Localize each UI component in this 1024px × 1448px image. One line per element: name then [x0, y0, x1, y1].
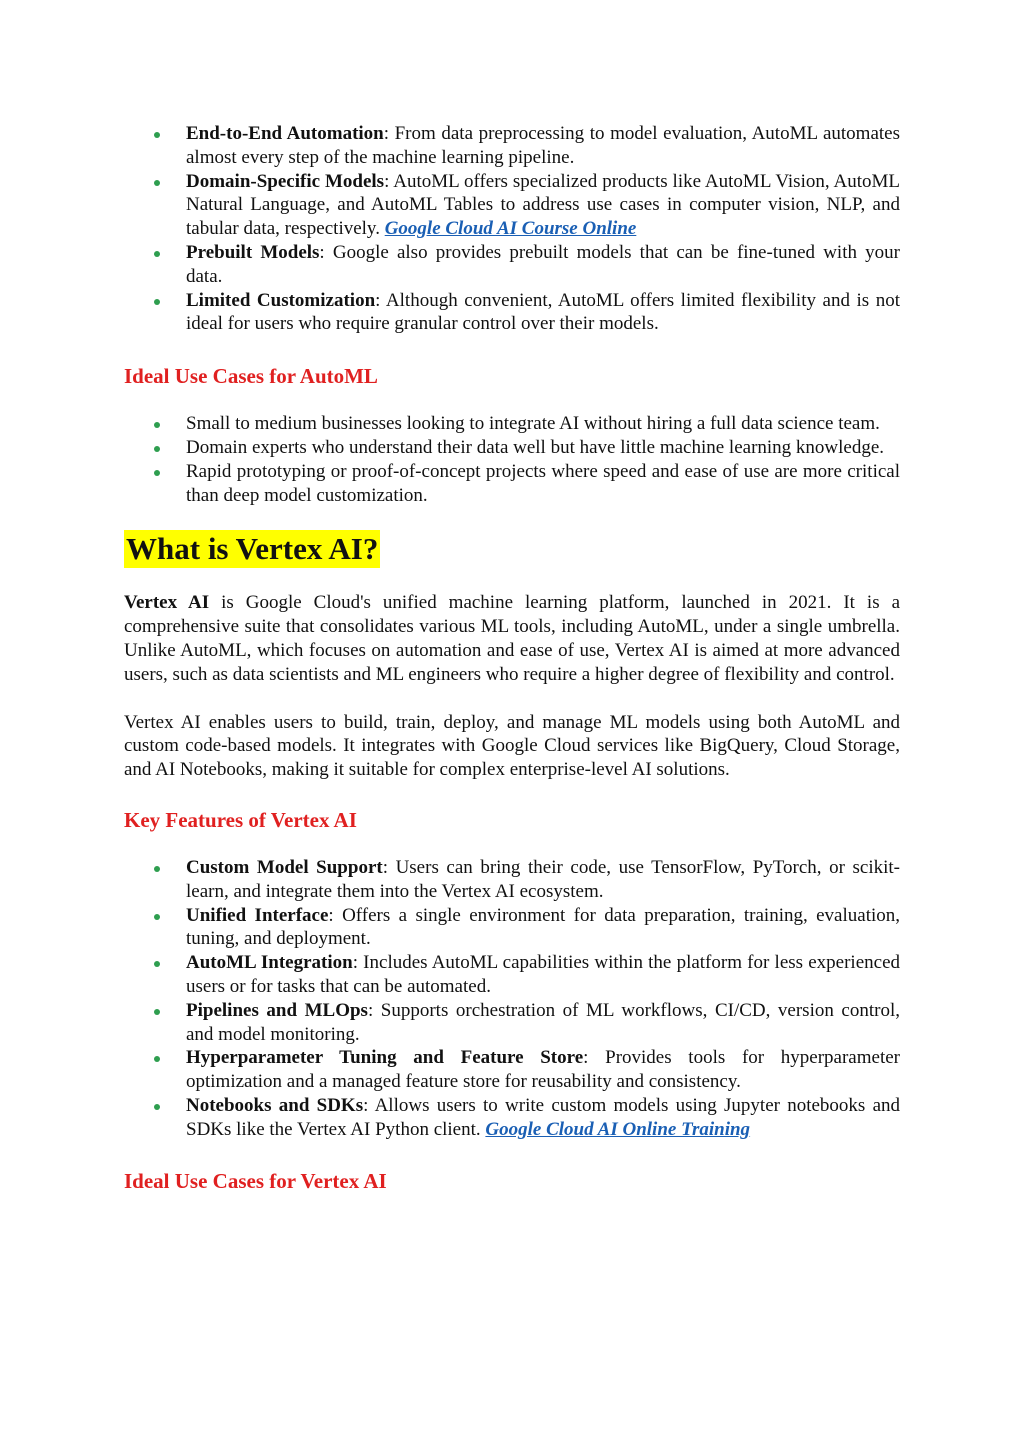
bullet-icon: [154, 1056, 160, 1062]
list-item: [124, 170, 900, 241]
automl-features-list: [124, 122, 900, 336]
item-text: : Includes AutoML capabilities within the platform for less experienced users or for tasks that can be automated.: [186, 952, 901, 997]
item-text: : Provides tools for hyperparameter optimization and a managed feature store for reusability and consistency.: [186, 1047, 900, 1093]
term: Domain-Specific Models: [186, 170, 385, 192]
bullet-icon: [154, 866, 160, 872]
list-item: [124, 122, 900, 170]
list-item: [124, 289, 900, 337]
bullet-icon: [154, 422, 160, 428]
term: End-to-End Automation: [186, 123, 384, 144]
section-heading-automl-use-cases: Ideal Use Cases for AutoML: [124, 364, 378, 389]
item-text: : Although convenient, AutoML offers limited flexibility and is not ideal for users who require granular control over their models.: [186, 289, 900, 335]
list-item: [124, 241, 900, 289]
bullet-icon: [154, 914, 160, 920]
term: AutoML Integration: [186, 952, 353, 974]
list-item: [124, 1094, 900, 1142]
bullet-icon: [154, 180, 160, 186]
item-text: : Allows users to write custom models using Jupyter notebooks and SDKs like the Vertex AI Python client.: [186, 1094, 901, 1140]
term: Custom Model Support: [186, 856, 383, 878]
document-content: [124, 122, 900, 1195]
list-item: [124, 999, 900, 1047]
term: Vertex AI: [124, 592, 210, 614]
term: Pipelines and MLOps: [186, 999, 368, 1021]
bullet-icon: [154, 299, 160, 305]
online-training-link[interactable]: Google Cloud AI Online Training: [485, 1118, 751, 1140]
bullet-icon: [154, 251, 160, 257]
section-title-vertex-ai: What is Vertex AI?: [126, 531, 379, 567]
term: Prebuilt Models: [186, 241, 320, 263]
bullet-icon: [154, 961, 160, 967]
term: Notebooks and SDKs: [186, 1094, 364, 1116]
bullet-icon: [154, 1009, 160, 1015]
list-item: [124, 1046, 900, 1094]
item-text: Rapid prototyping or proof-of-concept projects where speed and ease of use are more critical than deep model customization.: [186, 460, 900, 506]
list-item: [124, 904, 900, 952]
bullet-icon: [154, 446, 160, 452]
bullet-icon: [154, 132, 160, 138]
item-text: : AutoML offers specialized products like AutoML Vision, AutoML Natural Language, and AutoML Tables to address use cases in computer vision, NLP, and tabular data, respectively.: [186, 170, 900, 240]
course-online-link[interactable]: Google Cloud AI Course Online: [384, 218, 637, 240]
term: Hyperparameter Tuning and Feature Store: [186, 1047, 584, 1069]
list-item: [124, 460, 900, 508]
section-heading-key-features: Key Features of Vertex AI: [124, 807, 357, 832]
vertex-intro-paragraph: [124, 591, 900, 686]
item-text: Domain experts who understand their data well but have little machine learning knowledge.: [186, 436, 885, 458]
vertex-capabilities-paragraph: Vertex AI enables users to build, train, deploy, and manage ML models using both AutoML and custom code-based models. It integrates with Google Cloud services like BigQuery, Cloud Storage, and AI Notebooks, making it suitable for complex enterprise-level AI solutions.: [124, 711, 900, 781]
item-text: : Google also provides prebuilt models that can be fine-tuned with your data.: [186, 241, 900, 287]
list-item: [124, 412, 900, 436]
title-wrapper: [124, 530, 900, 568]
automl-use-cases-list: [124, 412, 900, 507]
list-item: [124, 856, 900, 904]
term: Unified Interface: [186, 904, 329, 926]
bullet-icon: [154, 1104, 160, 1110]
bullet-icon: [154, 470, 160, 476]
term: Limited Customization: [186, 289, 376, 311]
vertex-features-list: [124, 856, 900, 1142]
section-heading-vertex-use-cases: Ideal Use Cases for Vertex AI: [124, 1168, 387, 1193]
item-text: : Supports orchestration of ML workflows, CI/CD, version control, and model monitoring.: [186, 999, 900, 1045]
item-text: : Users can bring their code, use TensorFlow, PyTorch, or scikit-learn, and integrate them into the Vertex AI ecosystem.: [186, 856, 900, 902]
item-text: Small to medium businesses looking to integrate AI without hiring a full data science team.: [186, 413, 880, 435]
item-text: : Offers a single environment for data preparation, training, evaluation, tuning, and deployment.: [186, 904, 901, 950]
item-text: : From data preprocessing to model evaluation, AutoML automates almost every step of the machine learning pipeline.: [186, 123, 900, 168]
list-item: [124, 436, 900, 460]
list-item: [124, 951, 900, 999]
paragraph-text: is Google Cloud's unified machine learning platform, launched in 2021. It is a comprehensive suite that consolidates various ML tools, including AutoML, under a single umbrella. Unlike AutoML, which focuses on automation and ease of use, Vertex AI is aimed at more advanced users, such as data scientists and ML engineers who require a higher degree of flexibility and control.: [124, 592, 900, 685]
